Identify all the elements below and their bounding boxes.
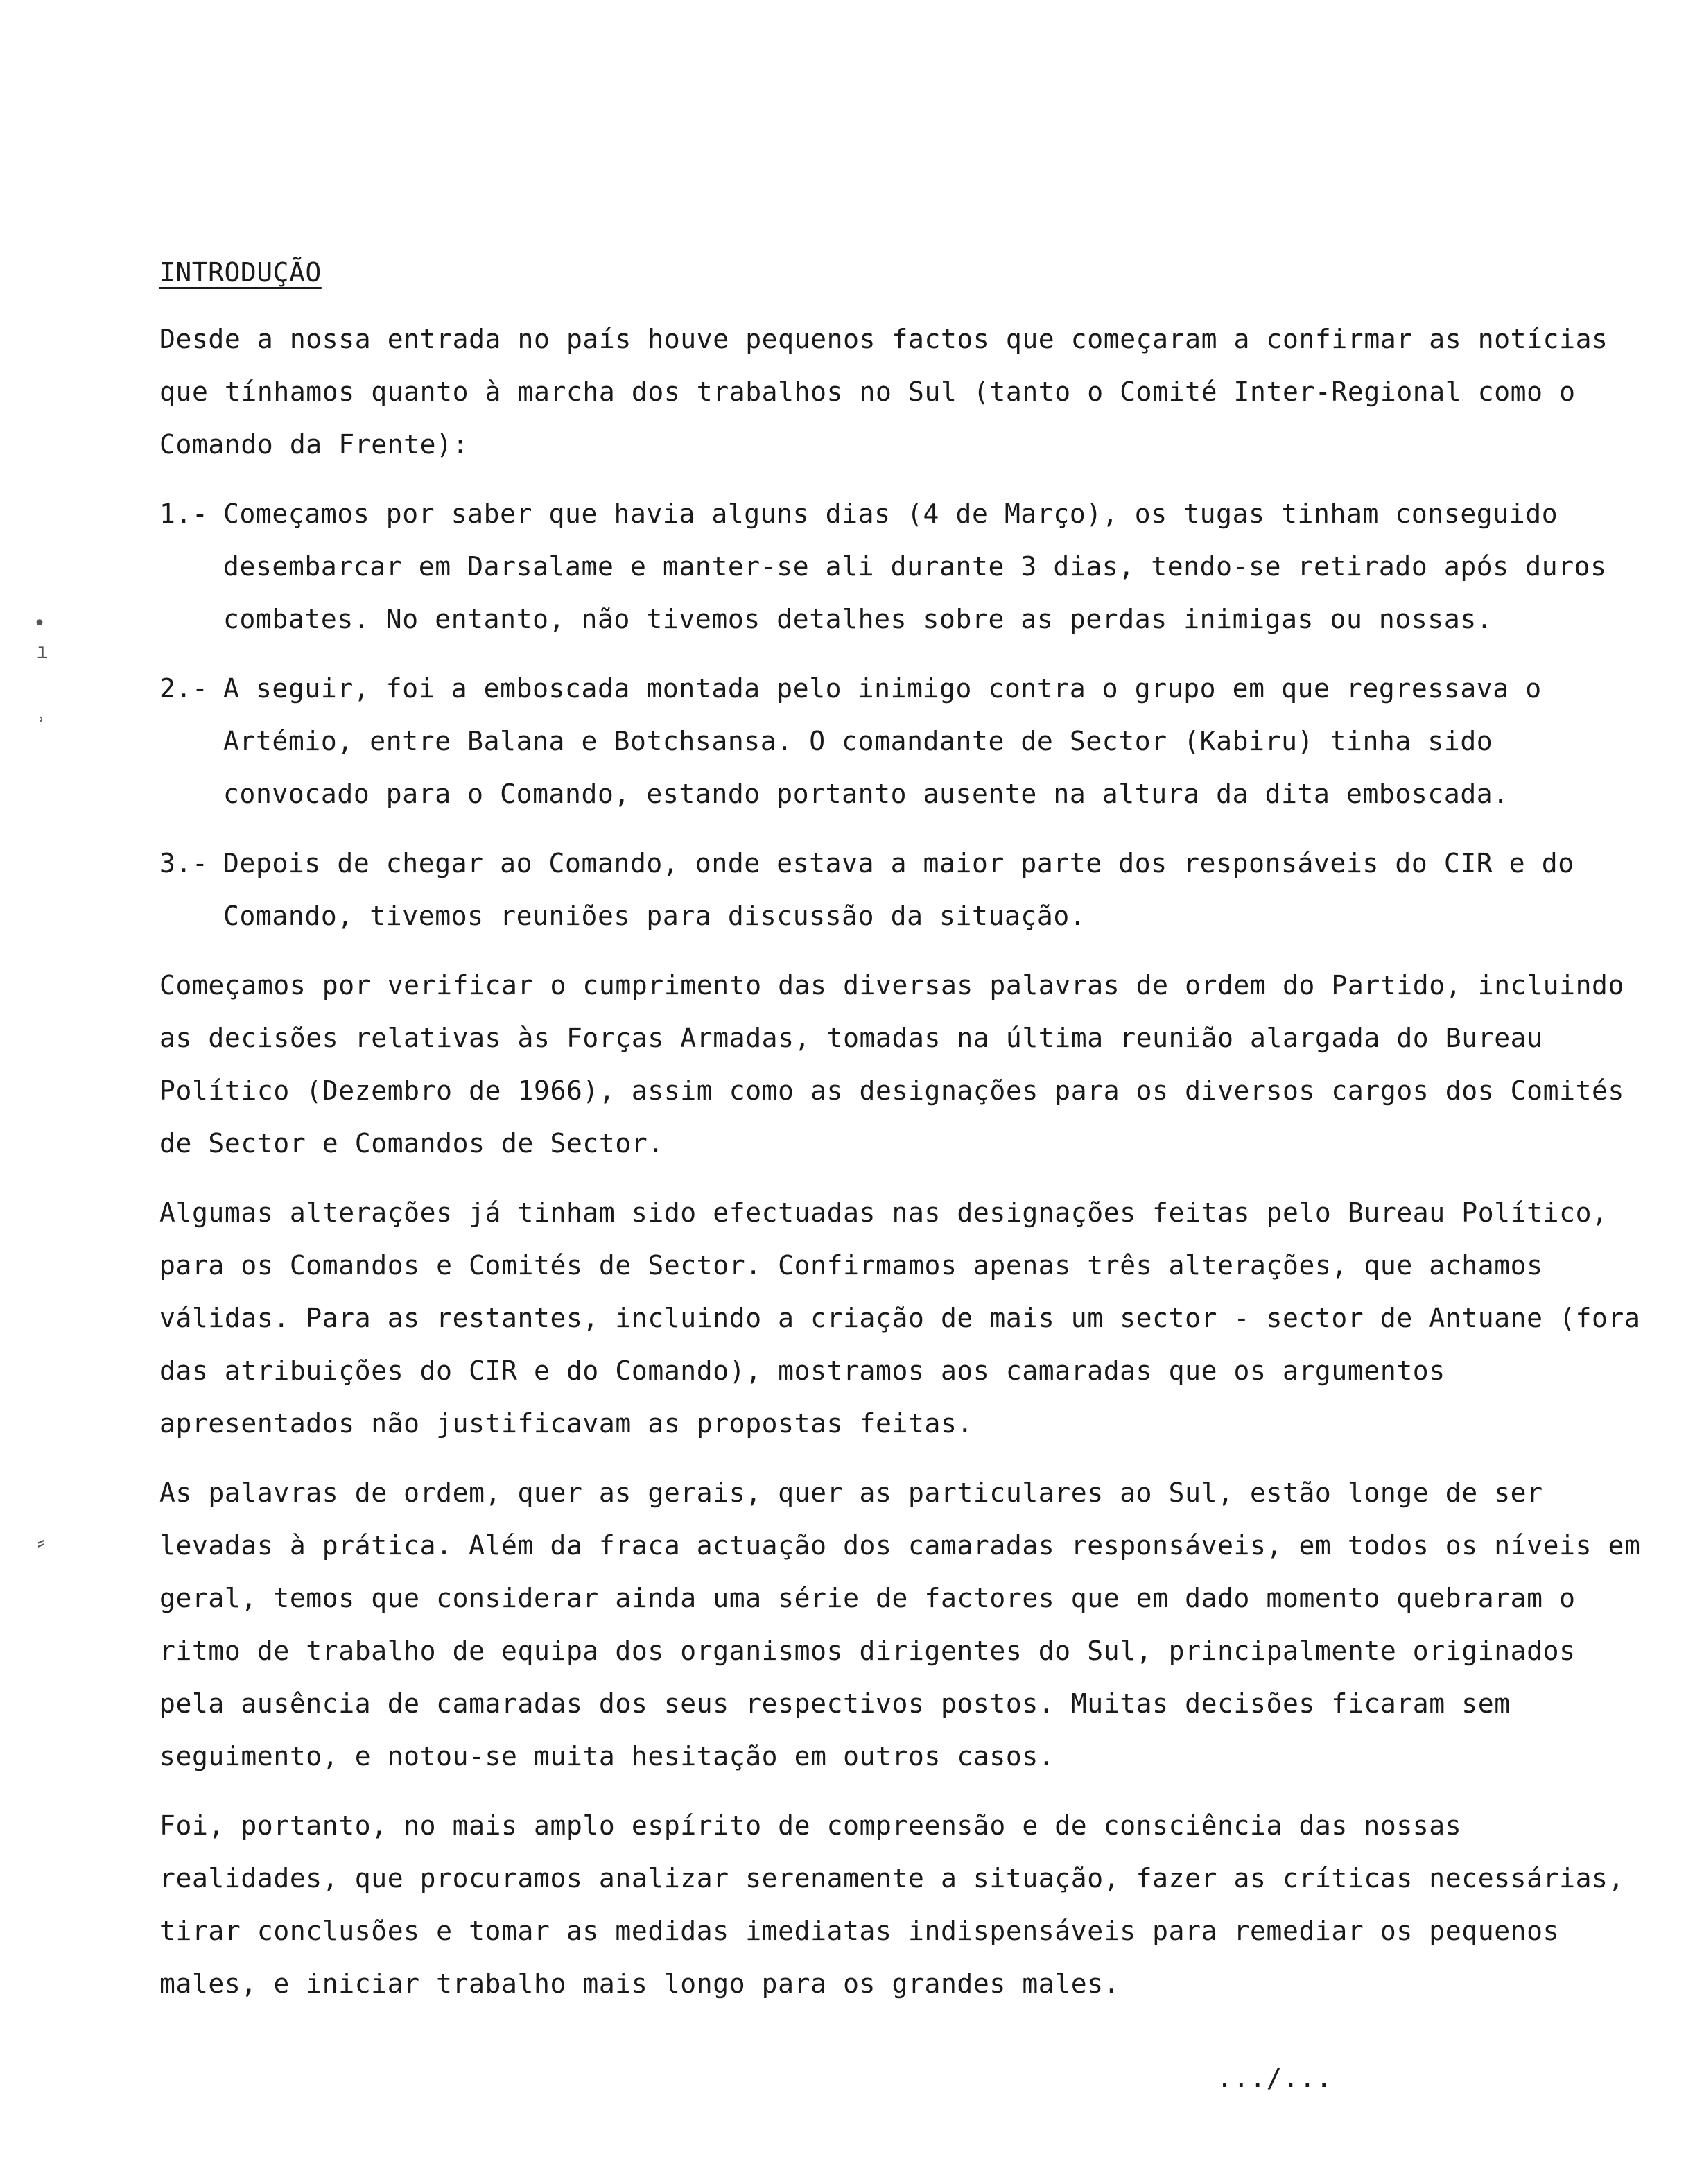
body-paragraph: Foi, portanto, no mais amplo espírito de compreensão e de consciência das nossas realidades, que procuramos analizar serenamente a situação, fazer as críticas necessárias, tirar conclusões e tomar as medidas imediatas indispensáveis para remediar os pequenos males, e iniciar trabalho mais longo para os grandes males.: [159, 1810, 1625, 1999]
item-number: 3.-: [159, 848, 209, 878]
document-page: [159, 246, 1650, 2027]
section-heading: INTRODUÇÃO: [159, 257, 322, 288]
margin-mark: ı: [36, 639, 49, 664]
body-paragraph: Começamos por verificar o cumprimento das diversas palavras de ordem do Partido, incluindo as decisões relativas às Forças Armadas, tomadas na última reunião alargada do Bureau Político (Dezembro de 1966), assim como as designações para os diversos cargos dos Comités de Sector e Comandos de Sector.: [159, 970, 1625, 1159]
body-paragraph: As palavras de ordem, quer as gerais, quer as particulares ao Sul, estão longe de ser levadas à prática. Além da fraca actuação dos camaradas responsáveis, em todos os níveis em geral, temos que considerar ainda uma série de factores que em dado momento quebraram o ritmo de trabalho de equipa dos organismos dirigentes do Sul, principalmente originados pela ausência de camaradas dos seus respectivos postos. Muitas decisões ficaram sem seguimento, e notou-se muita hesitação em outros casos.: [159, 1477, 1641, 1771]
body-paragraph: Algumas alterações já tinham sido efectuadas nas designações feitas pelo Bureau Político, para os Comandos e Comités de Sector. Confirmamos apenas três alterações, que achamos válidas. Para as restantes, incluindo a criação de mais um sector - sector de Antuane (fora das atribuições do CIR e do Comando), mostramos aos camaradas que os argumentos apresentados não justificavam as propostas feitas.: [159, 1197, 1641, 1439]
continuation-marker: .../...: [1217, 2063, 1333, 2093]
margin-mark: ⸗: [35, 1530, 48, 1554]
item-text: Depois de chegar ao Comando, onde estava a maior parte dos responsáveis do CIR e do Comando, tivemos reuniões para discussão da situação.: [223, 848, 1574, 931]
list-item: [159, 487, 1650, 645]
list-item: [159, 662, 1650, 820]
item-text: Começamos por saber que havia alguns dias (4 de Março), os tugas tinham conseguido desembarcar em Darsalame e manter-se ali durante 3 dias, tendo-se retirado após duros combates. No entanto, não tivemos detalhes sobre as perdas inimigas ou nossas.: [223, 499, 1607, 634]
intro-paragraph: Desde a nossa entrada no país houve pequenos factos que começaram a confirmar as notícias que tínhamos quanto à marcha dos trabalhos no Sul (tanto o Comité Inter-Regional como o Comando da Frente):: [159, 324, 1608, 460]
item-number: 1.-: [159, 499, 209, 529]
margin-mark: •: [33, 612, 46, 636]
item-text: A seguir, foi a emboscada montada pelo inimigo contra o grupo em que regressava o Artémio, entre Balana e Botchsansa. O comandante de Sector (Kabiru) tinha sido convocado para o Comando, estando portanto ausente na altura da dita emboscada.: [223, 673, 1542, 809]
list-item: [159, 837, 1650, 942]
margin-mark: ˒: [35, 709, 48, 733]
item-number: 2.-: [159, 673, 209, 704]
